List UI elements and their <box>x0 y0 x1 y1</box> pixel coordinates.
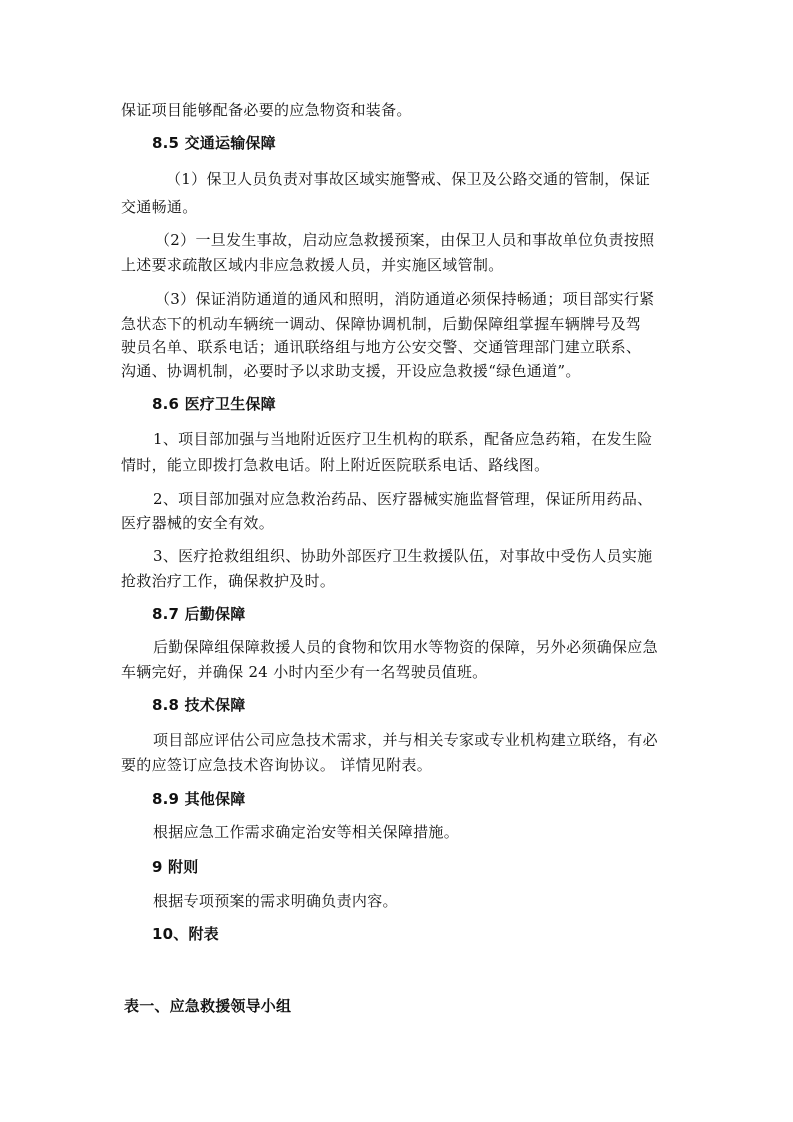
paragraph-line: 抢救治疗工作，确保救护及时。 <box>121 572 336 590</box>
table-title: 表一、应急救援领导小组 <box>124 997 292 1015</box>
paragraph-line: （3）保证消防通道的通风和照明，消防通道必须保持畅通；项目部实行紧 <box>155 290 655 308</box>
intro-line: 保证项目能够配备必要的应急物资和装备。 <box>121 101 412 119</box>
section-heading-8-6: 8.6 医疗卫生保障 <box>152 395 276 413</box>
paragraph-line: （2）一旦发生事故，启动应急救援预案，由保卫人员和事故单位负责按照 <box>155 231 655 249</box>
paragraph-line: 后勤保障组保障救援人员的食物和饮用水等物资的保障，另外必须确保应急 <box>153 638 658 656</box>
paragraph-line: 要的应签订应急技术咨询协议。 详情见附表。 <box>121 756 433 774</box>
section-heading-8-8: 8.8 技术保障 <box>152 696 246 714</box>
paragraph-line: 1、项目部加强与当地附近医疗卫生机构的联系，配备应急药箱，在发生险 <box>153 430 653 448</box>
paragraph-line: 交通畅通。 <box>121 198 198 216</box>
section-heading-8-9: 8.9 其他保障 <box>152 790 246 808</box>
paragraph-line: 医疗器械的安全有效。 <box>121 514 275 532</box>
section-heading-9: 9 附则 <box>152 858 199 876</box>
paragraph-line: 情时，能立即拨打急救电话。附上附近医院联系电话、路线图。 <box>121 456 550 474</box>
paragraph-line: 项目部应评估公司应急技术需求，并与相关专家或专业机构建立联络，有必 <box>153 731 658 749</box>
paragraph-line: （1）保卫人员负责对事故区域实施警戒、保卫及公路交通的管制，保证 <box>166 170 651 188</box>
paragraph-line: 驶员名单、联系电话；通讯联络组与地方公安交警、交通管理部门建立联系、 <box>121 338 642 356</box>
section-heading-8-7: 8.7 后勤保障 <box>152 605 246 623</box>
paragraph-line: 车辆完好，并确保 24 小时内至少有一名驾驶员值班。 <box>121 663 488 681</box>
paragraph-line: 根据应急工作需求确定治安等相关保障措施。 <box>153 823 460 841</box>
paragraph-line: 根据专项预案的需求明确负责内容。 <box>153 892 398 910</box>
paragraph-line: 上述要求疏散区域内非应急救援人员，并实施区域管制。 <box>121 256 504 274</box>
paragraph-line: 急状态下的机动车辆统一调动、保障协调机制，后勤保障组掌握车辆牌号及驾 <box>121 315 642 333</box>
paragraph-line: 2、项目部加强对应急救治药品、医疗器械实施监督管理，保证所用药品、 <box>153 490 653 508</box>
paragraph-line: 沟通、协调机制，必要时予以求助支援，开设应急救援“绿色通道”。 <box>121 362 581 380</box>
section-heading-8-5: 8.5 交通运输保障 <box>152 134 276 152</box>
paragraph-line: 3、医疗抢救组组织、协助外部医疗卫生救援队伍，对事故中受伤人员实施 <box>153 547 653 565</box>
section-heading-10: 10、附表 <box>152 925 219 943</box>
